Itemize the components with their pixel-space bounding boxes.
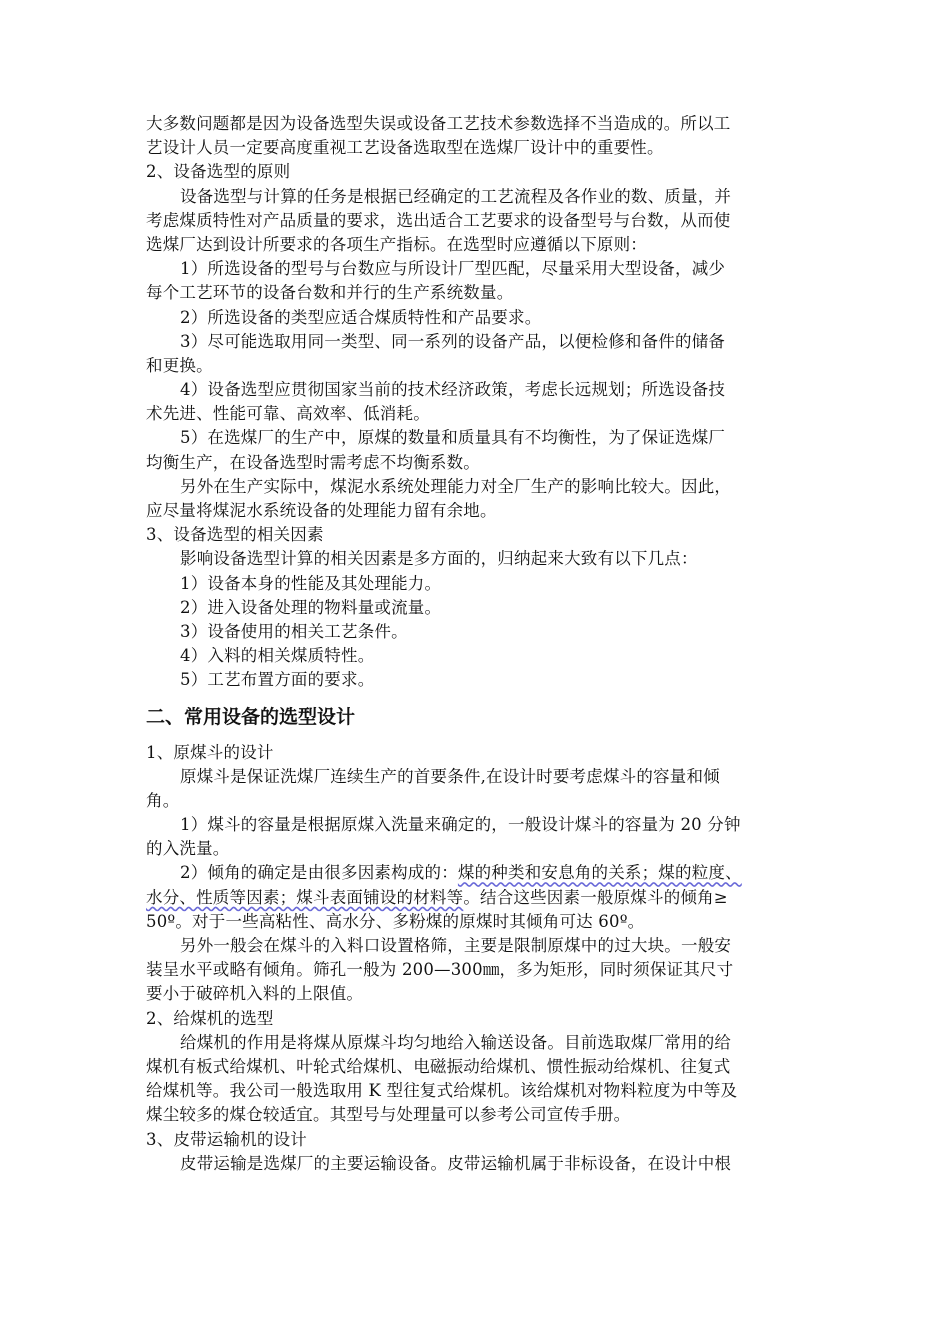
- text-run: 。结合这些因素一般原煤斗的倾角≥: [463, 887, 728, 907]
- paragraph-line: 角。: [146, 790, 180, 810]
- paragraph-line: 煤机有板式给煤机、叶轮式给煤机、电磁振动给煤机、惯性振动给煤机、往复式: [146, 1056, 731, 1076]
- paragraph-line: 和更换。: [146, 355, 213, 375]
- paragraph-line: 给煤机等。我公司一般选取用 K 型往复式给煤机。该给煤机对物料粒度为中等及: [146, 1081, 738, 1101]
- paragraph-line: 皮带运输是选煤厂的主要运输设备。皮带运输机属于非标设备，在设计中根: [180, 1153, 732, 1173]
- paragraph-line: 设备选型与计算的任务是根据已经确定的工艺流程及各作业的数、质量，并: [180, 186, 732, 206]
- paragraph-line: 给煤机的作用是将煤从原煤斗均匀地给入输送设备。目前选取煤厂常用的给: [180, 1032, 732, 1052]
- paragraph-line: 要小于破碎机入料的上限值。: [146, 984, 364, 1004]
- list-item: [146, 861, 810, 885]
- document-body: [146, 112, 810, 1176]
- paragraph-line: 的入洗量。: [146, 839, 230, 859]
- list-item: 3）设备使用的相关工艺条件。: [180, 621, 408, 641]
- paragraph-line: 大多数问题都是因为设备选型失误或设备工艺技术参数选择不当造成的。所以工: [146, 114, 731, 133]
- list-item: 4）设备选型应贯彻国家当前的技术经济政策，考虑长远规划；所选设备技: [180, 380, 726, 400]
- section-title: 1、原煤斗的设计: [146, 742, 274, 762]
- section-title: 2、给煤机的选型: [146, 1008, 274, 1028]
- list-item: 1）设备本身的性能及其处理能力。: [180, 573, 442, 593]
- grammar-underlined-text: 煤的种类和安息角的关系；煤的粒度、: [457, 863, 742, 883]
- paragraph-line: 应尽量将煤泥水系统设备的处理能力留有余地。: [146, 501, 497, 520]
- paragraph-line: 均衡生产，在设备选型时需考虑不均衡系数。: [146, 452, 480, 472]
- paragraph-line: 艺设计人员一定要高度重视工艺设备选取型在选煤厂设计中的重要性。: [146, 138, 664, 158]
- paragraph-line: 选煤厂达到设计所要求的各项生产指标。在选型时应遵循以下原则：: [146, 234, 647, 254]
- paragraph-line: [146, 886, 810, 910]
- list-item: 3）尽可能选取用同一类型、同一系列的设备产品，以便检修和备件的储备: [180, 331, 726, 351]
- paragraph-line: 50º。对于一些高粘性、高水分、多粉煤的原煤时其倾角可达 60º。: [146, 911, 645, 931]
- list-item: 4）入料的相关煤质特性。: [180, 646, 375, 666]
- grammar-underlined-text: 水分、性质等因素；煤斗表面铺设的材料等: [146, 887, 464, 907]
- list-item: 1）煤斗的容量是根据原煤入洗量来确定的，一般设计煤斗的容量为 20 分钟: [180, 815, 741, 835]
- list-item: 1）所选设备的型号与台数应与所设计厂型匹配，尽量采用大型设备，减少: [180, 259, 726, 279]
- list-item: 5）工艺布置方面的要求。: [180, 670, 375, 690]
- section-title: 2、设备选型的原则: [146, 162, 291, 182]
- paragraph-line: 装呈水平或略有倾角。筛孔一般为 200—300㎜，多为矩形，同时须保证其尺寸: [146, 960, 734, 980]
- paragraph-line: 术先进、性能可靠、高效率、低消耗。: [146, 404, 430, 424]
- list-item: 5）在选煤厂的生产中，原煤的数量和质量具有不均衡性，为了保证选煤厂: [180, 428, 726, 448]
- paragraph-line: 考虑煤质特性对产品质量的要求，选出适合工艺要求的设备型号与台数，从而使: [146, 210, 731, 230]
- paragraph-line: 原煤斗是保证洗煤厂连续生产的首要条件,在设计时要考虑煤斗的容量和倾: [180, 766, 720, 786]
- text-run: 2）倾角的确定是由很多因素构成的：: [180, 863, 458, 883]
- section-title: 3、设备选型的相关因素: [146, 525, 324, 545]
- paragraph-line: 另外一般会在煤斗的入料口设置格筛，主要是限制原煤中的过大块。一般安: [180, 936, 732, 955]
- chapter-heading: 二、常用设备的选型设计: [146, 705, 356, 728]
- list-item: 2）进入设备处理的物料量或流量。: [180, 597, 442, 617]
- section-title: 3、皮带运输机的设计: [146, 1129, 307, 1149]
- paragraph-line: 煤尘较多的煤仓较适宜。其型号与处理量可以参考公司宣传手册。: [146, 1105, 631, 1125]
- paragraph-line: 影响设备选型计算的相关因素是多方面的，归纳起来大致有以下几点：: [180, 549, 698, 569]
- paragraph-line: 另外在生产实际中，煤泥水系统处理能力对全厂生产的影响比较大。因此，: [180, 476, 732, 496]
- list-item: 2）所选设备的类型应适合煤质特性和产品要求。: [180, 307, 542, 327]
- paragraph-line: 每个工艺环节的设备台数和并行的生产系统数量。: [146, 283, 514, 303]
